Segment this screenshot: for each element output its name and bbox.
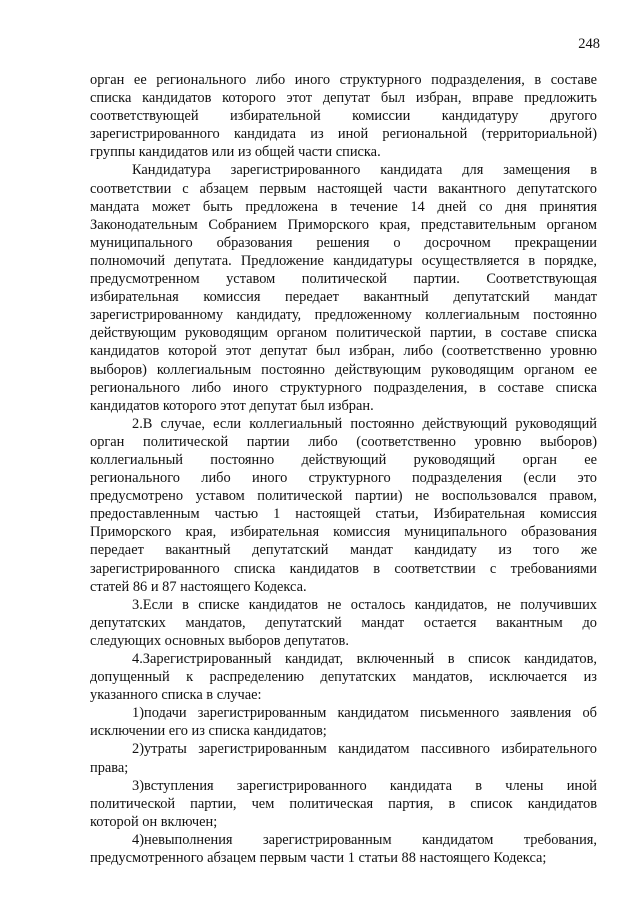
text-line: соответствующей избирательной комиссии кандидатуру другого — [90, 108, 597, 125]
text-line: Законодательным Собранием Приморского края, представительным органом — [90, 216, 597, 233]
text-line: предусмотренного абзацем первым части 1 статьи 88 настоящего Кодекса; — [90, 850, 547, 867]
paragraph — [90, 831, 597, 867]
text-line: орган ее регионального либо иного структурного подразделения, в составе — [90, 72, 597, 88]
text-line: 2.В случае, если коллегиальный постоянно действующий руководящий — [132, 415, 597, 432]
text-line: предоставленным частью 1 настоящей статьи, Избирательная комиссия — [90, 506, 597, 523]
text-line: предусмотрено уставом политической партии) не воспользовался правом, — [90, 488, 597, 505]
paragraph — [90, 704, 597, 740]
text-line: передает вакантный депутатский мандат кандидату из того же — [90, 542, 597, 559]
text-line: зарегистрированного списка кандидатов в соответствии с требованиями — [90, 560, 597, 577]
text-line: допущенный к распределению депутатских мандатов, исключается из — [90, 669, 597, 686]
text-line: предусмотренном уставом политической партии. Соответствующая — [90, 271, 597, 288]
paragraph — [90, 71, 597, 161]
document-body — [90, 71, 597, 867]
text-line: Кандидатура зарегистрированного кандидата для замещения в — [132, 162, 597, 179]
text-line: списка кандидатов которого этот депутат был избран, вправе предложить — [90, 90, 597, 107]
text-line: орган политической партии либо (соответственно уровню выборов) — [90, 433, 597, 450]
paragraph — [90, 596, 597, 650]
paragraph — [90, 777, 597, 831]
text-line: 1)подачи зарегистрированным кандидатом письменного заявления об — [132, 705, 597, 722]
text-line: действующим руководящим органом политической партии, в составе списка — [90, 325, 597, 342]
text-line: статей 86 и 87 настоящего Кодекса. — [90, 578, 307, 595]
text-line: кандидатов которого этот депутат был избран. — [90, 397, 374, 414]
text-line: соответствии с абзацем первым настоящей части вакантного депутатского — [90, 180, 597, 197]
text-line: регионального либо иного структурного подразделения (если это — [90, 470, 597, 487]
text-line: 4)невыполнения зарегистрированным кандидатом требования, — [132, 831, 597, 848]
paragraph — [90, 161, 597, 414]
paragraph — [90, 740, 597, 776]
page-number: 248 — [578, 36, 600, 52]
text-line: избирательная комиссия передает вакантный депутатский мандат — [90, 289, 597, 306]
text-line: указанного списка в случае: — [90, 687, 262, 704]
text-line: 2)утраты зарегистрированным кандидатом пассивного избирательного — [132, 741, 597, 758]
text-line: Приморского края, избирательная комиссия муниципального образования — [90, 524, 597, 541]
paragraph — [90, 650, 597, 704]
text-line: 4.Зарегистрированный кандидат, включенный в список кандидатов, — [132, 651, 597, 667]
text-line: зарегистрированного кандидата из иной региональной (территориальной) — [90, 126, 597, 143]
text-line: исключении его из списка кандидатов; — [90, 723, 327, 740]
text-line: полномочий депутата. Предложение кандидатуры осуществляется в порядке, — [90, 252, 597, 269]
text-line: права; — [90, 759, 129, 776]
text-line: мандата может быть предложена в течение 14 дней со дня принятия — [90, 198, 597, 215]
text-line: 3.Если в списке кандидатов не осталось кандидатов, не получивших — [132, 596, 597, 613]
text-line: выборов) коллегиальным постоянно действующим руководящим органом ее — [90, 361, 597, 378]
text-line: кандидатов которой этот депутат был избран, либо (соответственно уровню — [90, 343, 597, 360]
paragraph — [90, 415, 597, 596]
text-line: зарегистрированному кандидату, предложенному коллегиальным постоянно — [90, 307, 597, 324]
text-line: коллегиальный постоянно действующий руководящий орган ее — [90, 451, 597, 468]
text-line: которой он включен; — [90, 813, 218, 830]
text-line: депутатских мандатов, депутатский мандат остается вакантным до — [90, 614, 597, 631]
text-line: муниципального образования решения о досрочном прекращении — [90, 234, 597, 251]
text-line: регионального либо иного структурного подразделения, в составе списка — [90, 379, 597, 396]
text-line: группы кандидатов или из общей части списка. — [90, 144, 381, 161]
text-line: политической партии, чем политическая партия, в список кандидатов — [90, 795, 597, 812]
text-line: 3)вступления зарегистрированного кандидата в члены иной — [132, 777, 597, 794]
text-line: следующих основных выборов депутатов. — [90, 632, 349, 649]
